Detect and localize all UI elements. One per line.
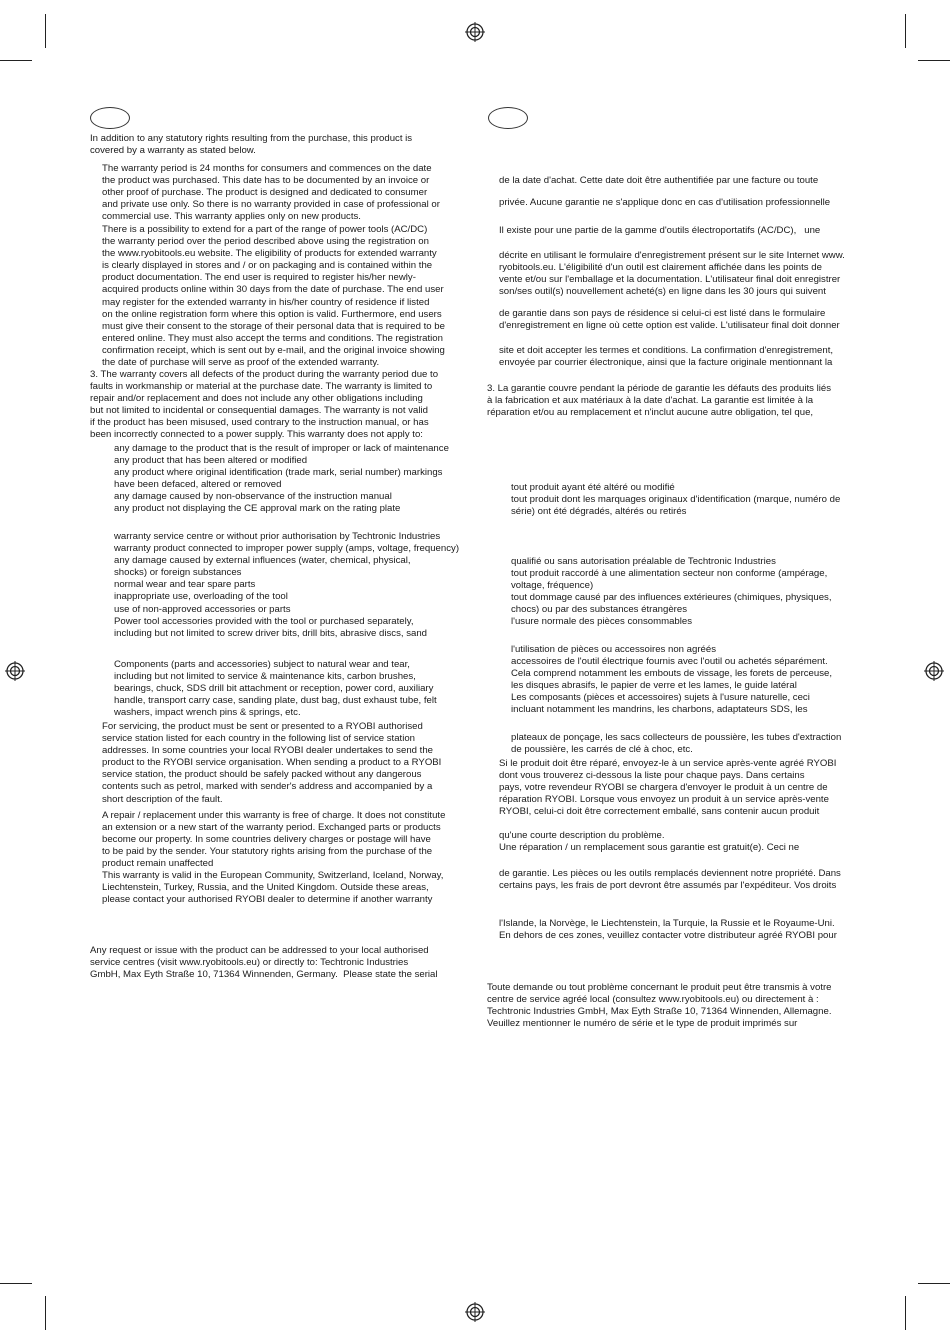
text-line: son/ses outil(s) nouvellement acheté(s) en ligne dans les 30 jours qui suivent (499, 286, 826, 298)
text-line: any product where original identification (trade mark, serial number) markings (114, 467, 443, 479)
warranty-period-paragraph (102, 163, 440, 223)
fr-repair-free (499, 830, 799, 854)
language-badge-fr (488, 107, 528, 129)
text-line: pays, votre revendeur RYOBI se chargera d'envoyer le produit à un centre de (499, 782, 828, 794)
text-line: have been defaced, altered or removed (114, 479, 282, 491)
text-line: normal wear and tear spare parts (114, 579, 256, 591)
text-line: Les composants (pièces et accessoires) sujets à l'usure naturelle, ceci (511, 692, 810, 704)
exclusion-list-3 (114, 659, 437, 719)
repair-free-paragraph (102, 810, 445, 870)
text-line: voltage, fréquence) (511, 580, 594, 592)
text-line: product documentation. The end user is required to register his/her newly- (102, 272, 416, 284)
text-line: Techtronic Industries GmbH, Max Eyth Straße 10, 71364 Winnenden, Allemagne. (487, 1006, 832, 1018)
text-line: de la date d'achat. Cette date doit être authentifiée par une facture ou toute (499, 175, 819, 186)
text-line: décrite en utilisant le formulaire d'enregistrement présent sur le site Internet www. (499, 250, 845, 261)
text-line: plateaux de ponçage, les sacs collecteurs de poussière, les tubes d'extraction (511, 732, 842, 743)
text-line: become our property. In some countries delivery charges or postage will have (102, 834, 431, 846)
coverage-paragraph (90, 369, 438, 442)
text-line: shocks) or foreign substances (114, 567, 242, 579)
fr-parts-ownership (499, 868, 841, 892)
text-line: use of non-approved accessories or parts (114, 603, 291, 615)
text-line: service station, the product should be safely packed without any dangerous (102, 769, 422, 781)
text-line: on the online registration form where this option is valid. Furthermore, end users (102, 308, 442, 320)
fr-coverage (487, 383, 831, 419)
text-line: product to the RYOBI service organisation. When sending a product to a RYOBI (102, 757, 442, 769)
text-line: Liechtenstein, Turkey, Russia, and the United Kingdom. Outside these areas, (102, 882, 429, 894)
text-line: including but not limited to screw driver bits, drill bits, abrasive discs, sand (114, 627, 427, 639)
crop-mark (918, 60, 950, 61)
text-line: certains pays, les frais de port devront être assumés par l'expéditeur. Vos droits (499, 880, 837, 892)
text-line: vente et/ou sur l'emballage et la documentation. L'utilisateur final doit enregistrer (499, 274, 841, 286)
text-line: warranty product connected to improper power supply (amps, voltage, frequency) (114, 543, 460, 555)
crop-mark (45, 1296, 46, 1330)
text-line: A repair / replacement under this warranty is free of charge. It does not constitute (102, 810, 446, 821)
text-line: ryobitools.eu. L'éligibilité d'un outil est clairement affichée dans les points de (499, 262, 822, 274)
exclusion-list-1 (114, 443, 449, 516)
text-line: is clearly displayed in stores and / or on packaging and is contained within the (102, 260, 433, 272)
text-line: réparation RYOBI. Lorsque vous envoyez un produit à un service après-vente (499, 794, 829, 806)
language-badge-en (90, 107, 130, 129)
text-line: warranty service centre or without prior authorisation by Techtronic Industries (114, 531, 441, 542)
text-line: l'Islande, la Norvège, le Liechtenstein, la Turquie, la Russie et le Royaume-Uni. (499, 918, 835, 929)
extended-warranty-paragraph (102, 224, 445, 369)
text-line: tout produit raccordé à une alimentation secteur non conforme (ampérage, (511, 568, 828, 580)
text-line: centre de service agréé local (consultez www.ryobitools.eu) ou directement à : (487, 994, 819, 1006)
text-line: site et doit accepter les termes et conditions. La confirmation d'enregistrement, (499, 345, 834, 356)
text-line: chocs) ou par des substances étrangères (511, 604, 687, 616)
text-line: GmbH, Max Eyth Straße 10, 71364 Winnenden, Germany. Please state the serial (90, 969, 438, 981)
text-line: There is a possibility to extend for a part of the range of power tools (AC/DC) (102, 224, 428, 235)
text-line: l'utilisation de pièces ou accessoires non agréés (511, 644, 717, 655)
text-line: qu'une courte description du problème. (499, 830, 665, 841)
text-line: other proof of purchase. The product is designed and dedicated to consumer (102, 187, 428, 199)
text-line: any product not displaying the CE approval mark on the rating plate (114, 503, 401, 515)
text-line: Une réparation / un remplacement sous garantie est gratuit(e). Ceci ne (499, 842, 800, 854)
registration-mark-icon (465, 1302, 485, 1322)
text-line: short description of the fault. (102, 793, 223, 805)
text-line: RYOBI, celui-ci doit être correctement emballé, sans contenir aucun produit (499, 806, 820, 818)
contact-paragraph (90, 945, 438, 981)
text-line: envoyée par courrier électronique, ainsi que la facture originale mentionnant la (499, 357, 833, 369)
crop-mark (45, 14, 46, 48)
fr-exclusion-list-1 (511, 482, 840, 518)
registration-mark-icon (5, 661, 25, 681)
text-line: 3. The warranty covers all defects of the product during the warranty period due to (90, 369, 439, 380)
text-line: tout produit dont les marquages originaux d'identification (marque, numéro de (511, 494, 841, 506)
text-line: accessoires de l'outil électrique fournis avec l'outil ou achetés séparément. (511, 656, 828, 668)
text-line: including but not limited to service & maintenance kits, carbon brushes, (114, 671, 416, 683)
text-line: the date of purchase will serve as proof of the extended warranty. (102, 357, 380, 369)
text-line: been incorrectly connected to a power supply. This warranty does not apply to: (90, 429, 423, 441)
text-line: if the product has been misused, used contrary to the instruction manual, or has (90, 417, 429, 429)
text-line: addresses. In some countries your local RYOBI dealer undertakes to send the (102, 745, 433, 757)
text-line: any product that has been altered or modified (114, 455, 308, 467)
crop-mark (918, 1283, 950, 1284)
fr-country-residence (499, 308, 840, 332)
text-line: entered online. They must also accept the terms and conditions. The registration (102, 332, 443, 344)
text-line: les disques abrasifs, le papier de verre et les lames, le guide latéral (511, 680, 797, 692)
text-line: tout dommage causé par des influences extérieures (chimiques, physiques, (511, 592, 832, 604)
text-line: En dehors de ces zones, veuillez contacter votre distributeur agréé RYOBI pour (499, 930, 837, 942)
crop-mark (905, 14, 906, 48)
text-line: to be paid by the sender. Your statutory rights arising from the purchase of the (102, 846, 433, 858)
text-line: de garantie dans son pays de résidence si celui-ci est listé dans le formulaire (499, 308, 826, 319)
text-line: privée. Aucune garantie ne s'applique donc en cas d'utilisation professionnelle (499, 197, 831, 208)
registration-mark-icon (924, 661, 944, 681)
text-line: may register for the extended warranty in his/her country of residence if listed (102, 296, 430, 308)
text-line: Il existe pour une partie de la gamme d'outils électroportatifs (AC/DC), une (499, 225, 821, 236)
text-line: washers, impact wrench pins & springs, etc. (114, 707, 301, 719)
text-line: dont vous trouverez ci-dessous la liste pour chaque pays. Dans certains (499, 770, 805, 782)
fr-terms (499, 345, 833, 369)
text-line: commercial use. This warranty applies only on new products. (102, 211, 361, 223)
text-line: de garantie. Les pièces ou les outils remplacés deviennent notre propriété. Dans (499, 868, 841, 879)
text-line: For servicing, the product must be sent or presented to a RYOBI authorised (102, 721, 423, 732)
text-line: Toute demande ou tout problème concernant le produit peut être transmis à votre (487, 982, 832, 993)
text-line: Cela comprend notamment les embouts de vissage, les forets de perceuse, (511, 668, 833, 680)
text-line: service centres (visit www.ryobitools.eu) or directly to: Techtronic Industries (90, 957, 409, 969)
text-line: incluant notamment les mandrins, les charbons, adaptateurs SDS, les (511, 704, 808, 716)
text-line: faults in workmanship or material at the purchase date. The warranty is limited to (90, 381, 433, 393)
text-line: handle, transport carry case, sanding plate, dust bag, dust exhaust tube, felt (114, 695, 437, 707)
crop-mark (0, 60, 32, 61)
text-line: repair and/or replacement and does not include any other obligations including (90, 393, 423, 405)
text-line: This warranty is valid in the European Community, Switzerland, Iceland, Norway, (102, 870, 444, 881)
text-line: contents such as petrol, marked with sender's address and accompanied by a (102, 781, 433, 793)
text-line: The warranty period is 24 months for consumers and commences on the date (102, 163, 432, 174)
text-line: Components (parts and accessories) subject to natural wear and tear, (114, 659, 410, 670)
text-line: qualifié ou sans autorisation préalable de Techtronic Industries (511, 556, 776, 567)
text-line: please contact your authorised RYOBI dealer to determine if another warranty (102, 894, 433, 906)
text-line: the product was purchased. This date has to be documented by an invoice or (102, 175, 430, 187)
text-line: Any request or issue with the product can be addressed to your local authorised (90, 945, 429, 956)
crop-mark (905, 1296, 906, 1330)
text-line: but not limited to incidental or consequential damages. The warranty is not valid (90, 405, 428, 417)
text-line: covered by a warranty as stated below. (90, 145, 256, 157)
text-line: 3. La garantie couvre pendant la période de garantie les défauts des produits liés (487, 383, 832, 394)
text-line: bearings, chuck, SDS drill bit attachment or reception, power cord, auxiliary (114, 683, 434, 695)
text-line: the warranty period over the period described above using the registration on (102, 236, 429, 248)
fr-purchase-date (499, 175, 818, 187)
text-line: tout produit ayant été altéré ou modifié (511, 482, 675, 493)
text-line: acquired products online within 30 days from the date of purchase. The end user (102, 284, 444, 296)
text-line: any damage caused by external influences (water, chemical, physical, (114, 555, 411, 567)
text-line: Veuillez mentionner le numéro de série et le type de produit imprimés sur (487, 1018, 798, 1030)
text-line: d'enregistrement en ligne où cette option est valide. L'utilisateur final doit donner (499, 320, 840, 332)
text-line: série) ont été dégradés, altérés ou retirés (511, 506, 687, 518)
fr-contact (487, 982, 832, 1030)
text-line: inappropriate use, overloading of the tool (114, 591, 288, 603)
text-line: must give their consent to the storage of their personal data that is required to be (102, 320, 445, 332)
text-line: l'usure normale des pièces consommables (511, 616, 693, 628)
text-line: product remain unaffected (102, 858, 214, 870)
fr-exclusion-list-3 (511, 644, 832, 717)
text-line: service station listed for each country in the following list of service station (102, 733, 416, 745)
text-line: à la fabrication et aux matériaux à la date d'achat. La garantie est limitée à la (487, 395, 814, 407)
fr-registration-form (499, 250, 845, 298)
exclusion-list-2 (114, 531, 459, 640)
fr-validity (499, 918, 837, 942)
registration-mark-icon (465, 22, 485, 42)
text-line: any damage caused by non-observance of the instruction manual (114, 491, 392, 503)
text-line: an extension or a new start of the warranty period. Exchanged parts or products (102, 822, 441, 834)
fr-private-use (499, 197, 830, 209)
text-line: In addition to any statutory rights resulting from the purchase, this product is (90, 133, 413, 144)
fr-exclusion-list-4 (511, 732, 841, 756)
text-line: Power tool accessories provided with the tool or purchased separately, (114, 615, 414, 627)
validity-paragraph (102, 870, 443, 906)
text-line: confirmation receipt, which is sent out by e-mail, and the original invoice showing (102, 344, 445, 356)
text-line: and private use only. So there is no warranty provided in case of professional or (102, 199, 440, 211)
fr-exclusion-list-2 (511, 556, 832, 629)
servicing-paragraph (102, 721, 441, 806)
warranty-intro (90, 133, 412, 157)
text-line: the www.ryobitools.eu website. The eligibility of products for extended warranty (102, 248, 437, 260)
fr-servicing (499, 758, 836, 818)
crop-mark (0, 1283, 32, 1284)
text-line: de poussière, les carrés de clé à choc, etc. (511, 744, 693, 756)
fr-extension (499, 225, 820, 237)
text-line: any damage to the product that is the result of improper or lack of maintenance (114, 443, 449, 454)
text-line: Si le produit doit être réparé, envoyez-le à un service après-vente agréé RYOBI (499, 758, 837, 769)
text-line: réparation et/ou au remplacement et n'inclut aucune autre obligation, tel que, (487, 407, 814, 419)
